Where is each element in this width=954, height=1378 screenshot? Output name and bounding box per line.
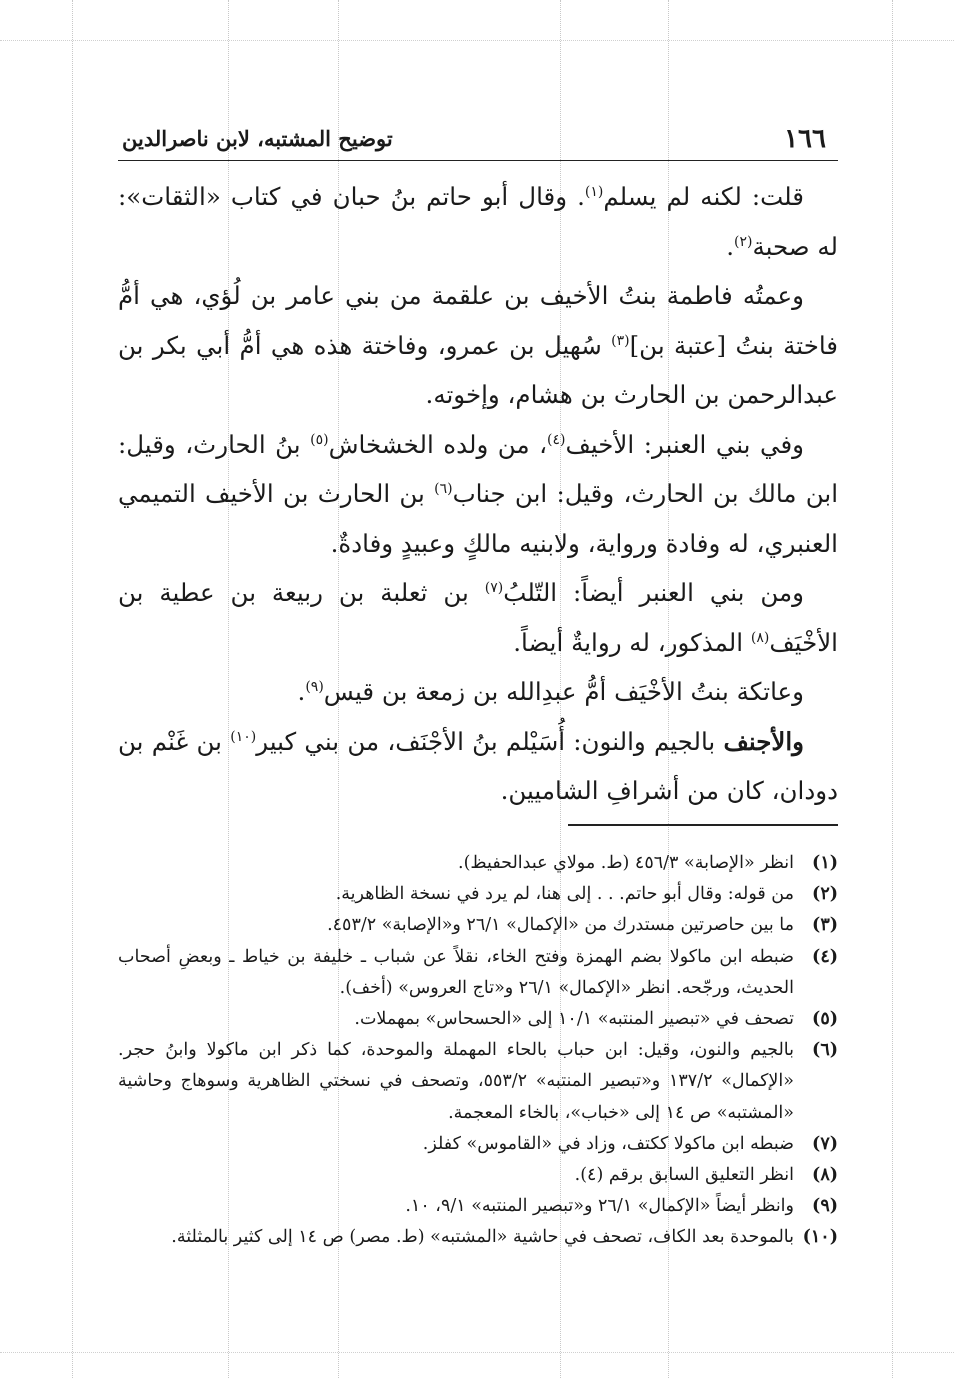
paragraph [118,717,838,816]
footnote [118,848,838,879]
footnote-number: (٢) [812,884,838,905]
footnote-text: تصحف في «تبصير المنتبه» ١٠/١ إلى «الحسحاس» بمهملات. [354,1009,794,1030]
footnote-number: (٣) [812,915,838,936]
paragraph [118,568,838,667]
book-page [118,118,838,1318]
main-text [118,172,838,816]
footnote-text: انظر التعليق السابق برقم (٤). [574,1165,794,1186]
footnote-number: (١٠) [802,1227,838,1248]
text-run: قلت: لكنه لم يسلم [603,182,804,211]
text-run: بنُ الحارث، وقيل: ابن مالك بن الحارث، وقيل: ابن جناب [118,429,839,508]
footnote-ref: (٤) [547,431,566,448]
text-run: المذكور، له روايةٌ أيضاً. [513,627,751,657]
footnote [118,1004,838,1035]
text-run: سُهيل بن عمرو، وفاختة هذه هي أمُّ أبي بكر بن عبدالرحمن بن الحارث بن هشام، وإخوته. [118,330,838,409]
scan-guide [72,0,73,1378]
text-run: وعمتُه فاطمة بنتُ الأخيف بن علقمة من بني عامر بن لُؤي، هي أمُّ فاختة بنتُ [عتبة بن] [118,281,839,360]
footnote-number: (٧) [812,1133,838,1154]
paragraph [118,271,838,420]
footnote-ref: (٩) [305,678,324,695]
entry-heading: والأجنف [723,726,804,756]
footnote-text: بالموحدة بعد الكاف، تصحف في حاشية «المشتبه» (ط. مصر) ص ١٤ إلى كثير بالمثلثة. [171,1227,794,1248]
scan-guide [892,0,893,1378]
footnote-number: (٤) [812,946,838,967]
footnote-ref: (١) [584,183,604,200]
footnote [118,910,838,941]
footnote-number: (١) [812,853,838,873]
footnote [118,879,838,910]
footnote-text: من قوله: وقال أبو حاتم. . . إلى هنا، لم يرد في نسخة الظاهرية. [335,884,794,905]
footnote-text: ضبطه ابن ماكولا ككتف، وزاد في «القاموس» كفلز. [422,1133,794,1154]
footnote [118,1191,838,1222]
footnote [118,1129,838,1160]
footnote [118,1160,838,1191]
footnote-number: (٨) [812,1165,838,1186]
footnote-number: (٦) [812,1040,838,1061]
page-header [118,118,838,161]
text-run: بن غَنْم بن دودان، كان من أشرافِ الشاميين. [118,726,838,805]
page-number: ١٦٦ [784,124,826,154]
text-run: بالجيم والنون: أُسَيْلم بنُ الأجْنَف، من بني كبير [256,726,724,756]
footnote-separator [568,824,838,826]
footnote-ref: (١٠) [230,728,257,745]
text-run: ، من ولده الخشخاش [328,429,548,459]
footnote-ref: (٣) [611,332,630,349]
text-run: . وقال أبو حاتم بنُ حبان في كتاب «الثقات»: له صحبة [118,182,838,261]
footnote-ref: (٧) [484,579,504,596]
footnote-ref: (٥) [310,431,329,448]
footnote-text: انظر «الإصابة» ٤٥٦/٣ (ط. مولاي عبدالحفيظ). [458,853,794,873]
footnote-ref: (٦) [434,480,453,497]
text-run: . [297,677,306,706]
footnote [118,1035,838,1129]
running-title: توضيح المشتبه، لابن ناصرالدين [122,126,393,151]
footnote-text: وانظر أيضاً «الإكمال» ٢٦/١ و«تبصير المنتبه» ٩/١، ١٠. [405,1196,794,1217]
scan-guide [0,40,954,41]
paragraph [118,667,838,717]
footnote-text: بالجيم والنون، وقيل: ابن حباب بالحاء المهملة والموحدة، كما ذكر ابن ماكولا وابنُ حجر. «الإكمال» ١٣٧/٢ و«تبصير المنتبه» ٥٥٣/٢، وتصحف في نسختي الظاهرية وسوهاج وحاشية «المشتبه» ص ١٤ إلى «خباب»، بالخاء المعجمة. [118,1040,794,1123]
paragraph [118,172,838,271]
text-run: بن الحارث بن الأخيف التميمي العنبري، له وفادة ورواية، ولابنيه مالكٍ وعبيدٍ وفادةٌ. [118,479,838,558]
scan-guide [0,1352,954,1353]
footnote [118,1222,838,1253]
text-run: ومن بني العنبر أيضاً: التّلبُ [503,578,804,607]
text-run: وفي بني العنبر: الأخيف [565,429,804,459]
text-run: . [726,231,734,261]
footnote-ref: (٢) [733,233,753,250]
footnote-number: (٥) [812,1009,838,1030]
footnote-text: ضبطه ابن ماكولا بضم الهمزة وفتح الخاء، نقلاً عن شباب ـ خليفة بن خياط ـ وبعضِ أصحاب الحديث، ورجّحه. انظر «الإكمال» ٢٦/١ و«تاج العروس» (أخف). [118,946,794,998]
footnote [118,942,838,1004]
footnotes [118,848,838,1254]
footnote-text: ما بين حاصرتين مستدرك من «الإكمال» ٢٦/١ و«الإصابة» ٤٥٣/٢. [327,915,794,936]
text-run: وعاتكة بنتُ الأخْيَف أمُّ عبدِالله بن زمعة بن قيس [323,677,804,706]
paragraph [118,420,838,569]
footnote-number: (٩) [812,1196,838,1217]
footnote-ref: (٨) [750,629,770,646]
text-run: بن ثعلبة بن ربيعة بن عطية بن الأخْيَف [118,578,838,657]
